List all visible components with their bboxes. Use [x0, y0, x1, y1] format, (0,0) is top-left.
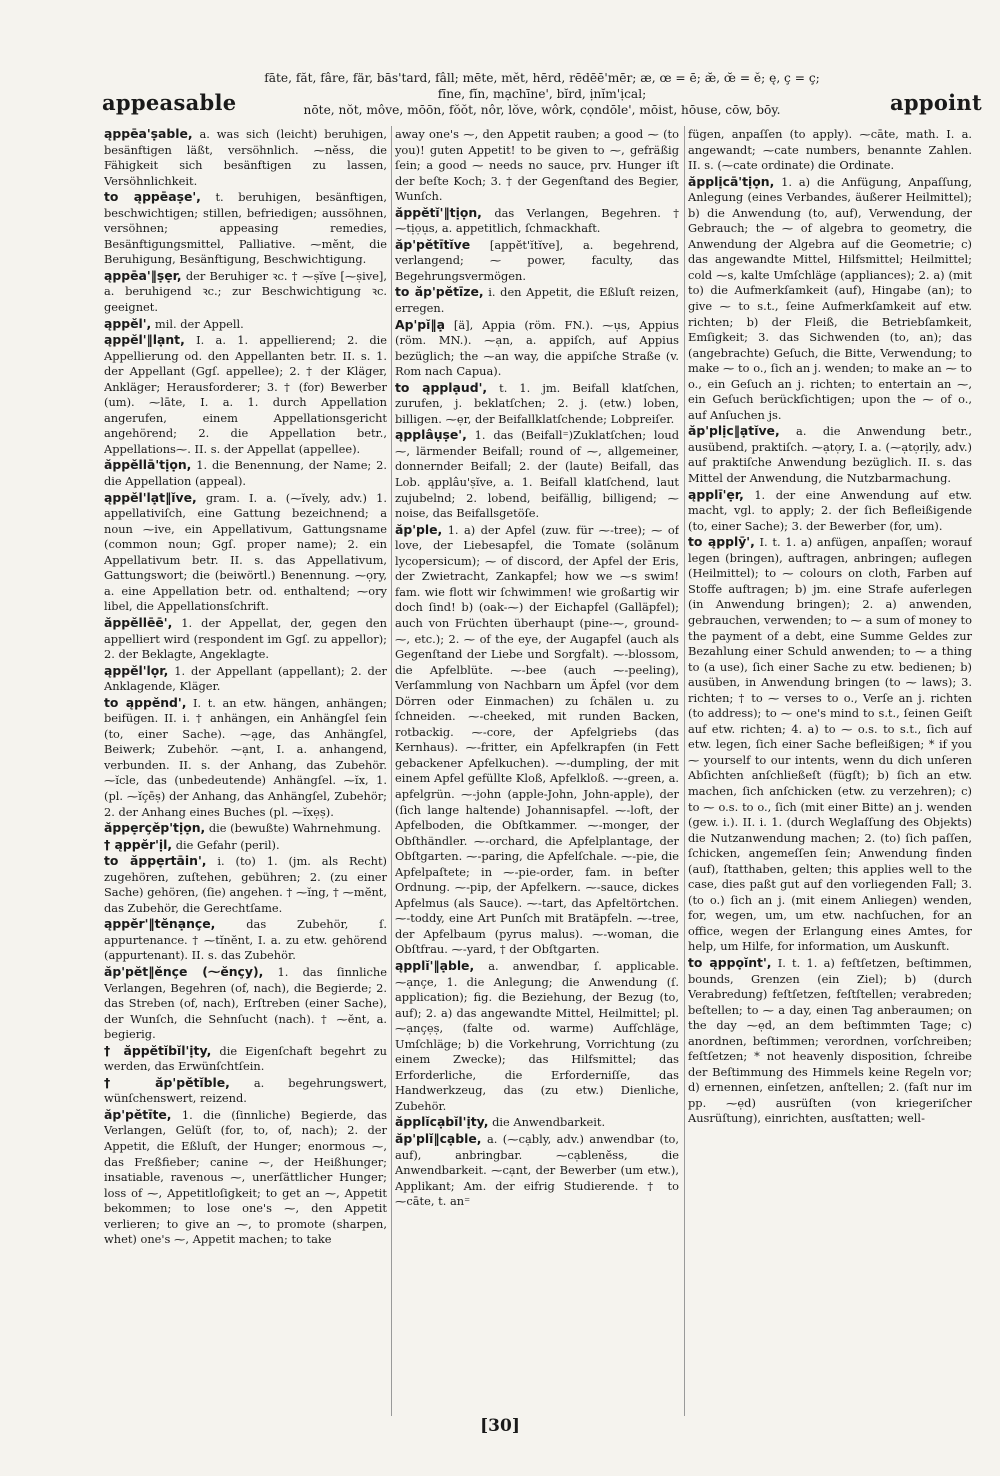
- dictionary-entry: [104, 916, 387, 964]
- pronunciation-key-line: nōte, nŏt, môve, mōōn, fŏŏt, nôr, lŏve, wôrk, cọndōle', mōist, hōuse, cōw, bōy.: [303, 103, 781, 117]
- column-1: [104, 126, 387, 1416]
- dictionary-entry: [395, 284, 679, 316]
- dictionary-entry: [104, 853, 387, 916]
- entry-headword: ăp'pĕt‖ĕnçe (⁓ĕnçy),: [104, 963, 264, 979]
- entry-headword: ăp'plịc‖ạtĭve,: [688, 423, 780, 439]
- entry-definition: gram. I. a. (⁓ĭvely, adv.) 1. appellativiſch, eine Gattung bezeichnend; a noun ⁓ive, ein Appellativum, Gattungsname (common noun; Ggſ. proper name); 2. ein Appellativum betr. II. s. das Appellativum, Gattungswort; die (beiwörtl.) Benennung. ⁓ọry, a. eine Appellation betr. od. enthaltend; ⁓ory libel, die Appellationsſchrift.: [104, 490, 387, 614]
- entry-definition: die Anwendbarkeit.: [492, 1115, 606, 1130]
- dictionary-entry: [104, 189, 387, 268]
- dictionary-entry: [688, 487, 972, 535]
- entry-headword: ąppēa'‖ṣẹr,: [104, 267, 182, 283]
- entry-headword: ąpplâụṣe',: [395, 427, 467, 443]
- entry-headword: ąpplī'ẹr,: [688, 486, 744, 502]
- column-divider: [684, 126, 685, 1416]
- entry-definition: a. was sich (leicht) beruhigen, besänftigen läßt, versöhnlich. ⁓nĕss, die Fähigkeit sich besänftigen zu lassen, Versöhnlichkeit.: [104, 127, 387, 188]
- dictionary-entry: [104, 964, 387, 1043]
- dictionary-entry: [395, 126, 679, 205]
- entry-headword: to ąppēaṣe',: [104, 189, 201, 205]
- dictionary-entry: [104, 268, 387, 316]
- entry-headword: ąppĕl'lọr,: [104, 662, 169, 678]
- entry-definition: I. t. 1. a) feſtſetzen, beſtimmen, bounds, Grenzen (ein Ziel); b) (durch Verabredung) feſtſetzen, feſtſtellen; verabreden; beſtellen; to ⁓ a day, einen Tag anberaumen; on the day ⁓ẹd, an dem beſtimmten Tage; c) anordnen, beſtimmen; verordnen, vorſchreiben; feſtſetzen; * not heavenly disposition, ſchreibe der Beſtimmung des Himmels keine Regeln vor; d) ernennen, einſetzen, anſtellen; 2. (faſt nur im pp. ⁓ẹd) ausrüſten (von kriegeriſcher Ausrüſtung), einrichten, ausſtatten; well-: [688, 955, 972, 1126]
- page-header: [102, 64, 982, 122]
- entry-definition: 1. die (ſinnliche) Begierde, das Verlangen, Gelüſt (for, to, of, nach); 2. der Appetit, die Eßluſt, der Hunger; enormous ⁓, das Freßfieber; canine ⁓, der Heißhunger; insatiable, ravenous ⁓, unerſättlicher Hunger; loss of ⁓, Appetitloſigkeit; to get an ⁓, Appetit bekommen; to lose one's ⁓, den Appetit verlieren; to give an ⁓, to promote (sharpen, whet) one's ⁓, Appetit machen; to take: [104, 1107, 387, 1247]
- dictionary-entry: [104, 1043, 387, 1075]
- dictionary-entry: [395, 1114, 679, 1131]
- entry-definition: fügen, anpaſſen (to apply). ⁓cāte, math. I. a. angewandt; ⁓cate numbers, benannte Zahlen. II. s. (⁓cate ordinate) die Ordinate.: [688, 127, 972, 173]
- entry-definition: a. die Anwendung betr., ausübend, praktiſch. ⁓ạtọry, I. a. (⁓ạtọrịly, adv.) auf praktiſche Anwendung bezüglich. II. s. das Mittel der Anwendung, die Nutzbarmachung.: [688, 424, 972, 486]
- pronunciation-key-line: fāte, făt, fâre, fär, bās'tard, fâll; mēte, mĕt, hērd, rēdēē'mēr; æ, œ = ē; æ̆, œ̆ = ĕ; ę, ç = ç;: [264, 71, 820, 85]
- entry-headword: ăp'ple,: [395, 521, 443, 537]
- dictionary-entry: [395, 205, 679, 237]
- dictionary-entry: [395, 958, 679, 1114]
- entry-headword: ąppēa'ṣable,: [104, 126, 193, 141]
- dictionary-entry: [395, 317, 679, 380]
- page-number: [30]: [480, 1416, 520, 1436]
- entry-headword: to ąpplȳ',: [688, 534, 755, 550]
- column-3: [688, 126, 972, 1416]
- right-running-headword: appoint: [889, 90, 982, 115]
- pronunciation-key-line: fīne, fĭn, mạchīne', bĭrd, ịnĭm'ịcal;: [437, 87, 647, 101]
- entry-definition: die (bewußte) Wahrnehmung.: [208, 821, 381, 836]
- dictionary-entry: [688, 423, 972, 486]
- entry-definition: die Gefahr (peril).: [175, 837, 280, 852]
- entry-definition: 1. a) der Apfel (zuw. für ⁓-tree); ⁓ of love, der Liebesapfel, die Tomate (solānum lycopersicum); ⁓ of discord, der Apfel der Eris, der Zwietracht, Zankapfel; how we ⁓s swim! fam. wie flott wir ſchwimmen! wie großartig wir doch ſind! b) (oak-⁓) der Eichapfel (Galläpfel); auch von Früchten überhaupt (pine-⁓, ground-⁓, etc.); 2. ⁓ of the eye, der Augapfel (auch als Gegenſtand der Liebe und Sorgfalt). ⁓-blossom, die Apfelblüte. ⁓-bee (auch ⁓-peeling), Verſammlung von Nachbarn um Äpfel (vor dem Dörren oder Einmachen) zu ſchälen u. zu ſchneiden. ⁓-cheeked, mit runden Backen, rotbackig. ⁓-core, der Apfelgriebs (das Kernhaus). ⁓-fritter, ein Apfelkrapfen (in Fett gebackener Apfelkuchen). ⁓-dumpling, der mit einem Apfel gefüllte Kloß, Apfelkloß. ⁓-green, a. apfelgrün. ⁓-john (apple-John, John-apple), der (ſich lange haltende) Johannisapfel. ⁓-loft, der Apfelboden, die Obſtkammer. ⁓-monger, der Obſthändler. ⁓-orchard, die Apfelplantage, der Obſtgarten. ⁓-paring, die Apfelſchale. ⁓-pie, die Apfelpaſtete; in ⁓-pie-order, fam. in beſter Ordnung. ⁓-pip, der Apfelkern. ⁓-sauce, dickes Apfelmus (als Sauce). ⁓-tart, das Apfeltörtchen. ⁓-toddy, eine Art Punſch mit Bratäpfeln. ⁓-tree, der Apfelbaum (pyrus malus). ⁓-woman, die Obſtfrau. ⁓-yard, † der Obſtgarten.: [395, 522, 679, 957]
- entry-definition: t. 1. jm. Beifall klatſchen, zurufen, j. beklatſchen; 2. j. (etw.) loben, billigen. ⁓ẹr, der Beifallklatſchende; Lobpreiſer.: [395, 380, 679, 426]
- dictionary-entry: [688, 126, 972, 174]
- dictionary-entry: [104, 695, 387, 820]
- entry-definition: mil. der Appell.: [154, 316, 244, 331]
- entry-definition: das Verlangen, Begehren. † ⁓tịọụs, a. appetitlich, ſchmackhaft.: [395, 205, 679, 236]
- dictionary-entry: [104, 316, 387, 333]
- entry-definition: der Beruhiger ꝛc. † ⁓ṣĭve [⁓ṣive], a. beruhigend ꝛc.; zur Beschwichtigung ꝛc. geeignet.: [104, 268, 387, 315]
- entry-headword: ąppĕl',: [104, 315, 152, 331]
- entry-headword: ăp'pĕtītĭve: [395, 236, 471, 252]
- entry-headword: ąppĕr'‖tĕnạnçe,: [104, 916, 216, 932]
- entry-definition: die Eigenſchaft begehrt zu werden, das Erwünſchtſein.: [104, 1043, 387, 1074]
- entry-headword: ăp'pĕtīte,: [104, 1106, 172, 1122]
- entry-definition: das Zubehör, ſ. appurtenance. † ⁓tĭnĕnt, I. a. zu etw. gehörend (appurtenant). II. s. das Zubehör.: [104, 917, 387, 963]
- entry-definition: 1. das ſinnliche Verlangen, Begehren (of, nach), die Begierde; 2. das Streben (of, nach), Erſtreben (einer Sache), der Wunſch, die Sehnſucht (nach). † ⁓ĕnt, a. begierig.: [104, 964, 387, 1042]
- entry-headword: ąppĕl'lạt‖ĭve,: [104, 489, 197, 505]
- entry-definition: 1. a) die Anfügung, Anpaſſung, Anlegung (eines Verbandes, äußerer Heilmittel); b) die Anwendung (to, auf), Verwendung, der Gebrauch; the ⁓ of algebra to geometry, die Anwendung der Algebra auf die Geometrie; c) das angewandte Mittel, Hilfsmittel; Heilmittel; cold ⁓s, kalte Umſchläge (appliances); 2. a) (mit to) die Aufmerkſamkeit (auf), Hingabe (an); to give ⁓ to s.t., ſeine Aufmerkſamkeit auf etw. richten; b) der Fleiß, die Betriebſamkeit, Emſigkeit; 3. das Sichwenden (to, an); das (angebrachte) Geſuch, die Bitte, Verwendung; to make ⁓ to o., ſich an j. wenden; to make an ⁓ to o., ein Geſuch an j. richten; to entertain an ⁓, ein Geſuch berückſichtigen; upon the ⁓ of o., auf Anſuchen js.: [688, 174, 972, 422]
- dictionary-entry: [104, 1075, 387, 1107]
- dictionary-entry: [104, 663, 387, 695]
- entry-headword: ăppĕllā'tịọn,: [104, 457, 192, 473]
- entry-definition: t. beruhigen, besänftigen, beschwichtigen; stillen, befriedigen; aussöhnen, versöhnen; appeasing remedies, Besänftigungsmittel, Palliative. ⁓mĕnt, die Beruhigung, Besänftigung, Beschwichtigung.: [104, 190, 387, 267]
- entry-headword: ąppĕl'‖lạnt,: [104, 332, 185, 348]
- entry-headword: ăp'plĭ‖cạble,: [395, 1131, 482, 1146]
- left-running-headword: appeasable: [102, 90, 237, 115]
- entry-headword: ăpplĭcạbĭl'ịty,: [395, 1114, 489, 1130]
- entry-definition: I. t. 1. a) anfügen, anpaſſen; worauf legen (bringen), auftragen, anbringen; auflegen (Heilmittel); to ⁓ colours on cloth, Farben auf Stoffe auftragen; b) jm. eine Strafe auferlegen (in Anwendung bringen); 2. a) anwenden, gebrauchen, verwenden; to ⁓ a sum of money to the payment of a debt, eine Summe Geldes zur Bezahlung einer Schuld anwenden; to ⁓ a thing to (a use), ſich einer Sache zu etw. bedienen; b) ausüben, in Anwendung bringen (to ⁓ laws); 3. richten; † to ⁓ verses to o., Verſe an j. richten (to address); to ⁓ one's mind to s.t., ſeinen Geiſt auf etw. richten; 4. a) to ⁓ o.s. to s.t., ſich auf etw. legen, ſich einer Sache befleißigen; * if you ⁓ yourself to our intents, wenn du dich unſeren Abſichten anſchließeſt (fügſt); b) ſich an etw. machen, ſich anſchicken (etw. zu verzehren); c) to ⁓ o.s. to o., ſich (mit einer Bitte) an j. wenden (gew. i.). II. i. 1. (durch Weglaſſung des Objekts) die Nutzanwendung machen; 2. (to) ſich paſſen, ſchicken, angemeſſen ſein; Anwendung finden (auf), ſtatthaben, gelten; this applies well to the case, dies paßt gut auf den vorliegenden Fall; 3. (to o.) ſich an j. (mit einem Anliegen) wenden, for, wegen, um, um etw. nachſuchen, for an office, wegen der Erlangung eines Amtes, for help, um Hilfe, for information, um Auskunft.: [688, 535, 972, 954]
- entry-headword: to ąppĕnd',: [104, 694, 187, 710]
- entry-definition: i. (to) 1. (jm. als Recht) zugehören, zuſtehen, gebühren; 2. (zu einer Sache) gehören, (ſie) angehen. † ⁓ĭng, † ⁓mĕnt, das Zubehör, die Gerechtſame.: [104, 854, 387, 915]
- entry-definition: i. den Appetit, die Eßluſt reizen, erregen.: [395, 285, 679, 316]
- dictionary-entry: [104, 457, 387, 489]
- entry-definition: 1. das (Beifall⁼)Zuklatſchen; loud ⁓, lärmender Beifall; round of ⁓, allgemeiner, donnernder Beifall; 2. der (laute) Beifall, das Lob. ąpplâu'ṣĭve, a. 1. Beifall klatſchend, laut zujubelnd; 2. lobend, beifällig, billigend; ⁓ noise, das Beifallsgetöſe.: [395, 428, 679, 521]
- column-divider: [391, 126, 392, 1416]
- entry-definition: away one's ⁓, den Appetit rauben; a good ⁓ (to you)! guten Appetit! to be given to ⁓, gefräßig ſein; a good ⁓ needs no sauce, prv. Hunger iſt der beſte Koch; 3. † der Gegenſtand des Begier, Wunſch.: [395, 127, 679, 204]
- entry-definition: I. t. an etw. hängen, anhängen; beifügen. II. i. † anhängen, ein Anhängſel ſein (to, einer Sache). ⁓ạge, das Anhängſel, Beiwerk; Zubehör. ⁓ạnt, I. a. anhangend, verbunden. II. s. der Anhang, das Zubehör. ⁓ĭcle, das (unbedeutende) Anhängſel. ⁓ĭx, 1. (pl. ⁓ĭçēṣ) der Anhang, das Anhängſel, Zubehör; 2. der Anhang eines Buches (pl. ⁓ĭxẹṣ).: [104, 695, 387, 819]
- entry-headword: to ąppọĭnt',: [688, 954, 772, 970]
- entry-definition: [ä], Appia (röm. FN.). ⁓ụs, Appius (röm. MN.). ⁓ạn, a. appiſch, auf Appius bezüglich; the ⁓an way, die appiſche Straße (v. Rom nach Capua).: [395, 317, 679, 379]
- entry-headword: ąpplĭ'‖ạble,: [395, 957, 475, 973]
- dictionary-entry: [104, 490, 387, 615]
- entry-definition: 1. der eine Anwendung auf etw. macht, vgl. to apply; 2. der ſich Befleißigende (to, einer Sache); 3. der Bewerber (for, um).: [688, 487, 972, 533]
- dictionary-entry: [104, 837, 387, 854]
- entry-headword: to ăp'pĕtīze,: [395, 284, 484, 300]
- dictionary-entry: [688, 955, 972, 1127]
- dictionary-entry: [104, 820, 387, 837]
- entry-definition: a. (⁓cạbly, adv.) anwendbar (to, auf), anbringbar. ⁓cạblenĕss, die Anwendbarkeit. ⁓cạnt, der Bewerber (um etw.), Applikant; Am. der eifrig Studierende. † to ⁓cāte, t. an⁼: [395, 1132, 679, 1209]
- entry-definition: I. a. 1. appellierend; 2. die Appellierung od. den Appellanten betr. II. s. 1. der Appellant (Ggſ. appellee); 2. † der Kläger, Ankläger; Herausforderer; 3. † (for) Bewerber (um). ⁓lāte, I. a. 1. durch Appellation angerufen, einem Appellationsgericht angehörend; 2. die Appellation betr., Appellations⁓. II. s. der Appellat (appellee).: [104, 333, 387, 456]
- dictionary-entry: [104, 615, 387, 663]
- entry-headword: † ăppĕtĭbĭl'ịty,: [104, 1042, 212, 1058]
- pronunciation-key: [242, 70, 842, 118]
- dictionary-entry: [688, 174, 972, 424]
- dictionary-entry: [104, 126, 387, 189]
- entry-headword: † ąppĕr'ịl,: [104, 836, 173, 852]
- dictionary-entry: [395, 1131, 679, 1210]
- entry-headword: Ap'pĭ‖ạ: [395, 316, 445, 332]
- dictionary-entry: [395, 380, 679, 428]
- dictionary-entry: [395, 522, 679, 958]
- entry-definition: a. begehrungswert, wünſchenswert, reizend.: [104, 1075, 387, 1106]
- dictionary-entry: [395, 427, 679, 521]
- dictionary-entry: [395, 237, 679, 285]
- entry-headword: to ăppẹrtāin',: [104, 853, 207, 869]
- entry-headword: ăppĕllēē',: [104, 614, 173, 630]
- entry-headword: ăppĕtĭ'‖tịọn,: [395, 204, 482, 220]
- entry-definition: 1. der Appellant (appellant); 2. der Anklagende, Kläger.: [104, 663, 387, 694]
- entry-definition: [appĕt'ĭtĭve], a. begehrend, verlangend; ⁓ power, faculty, das Begehrungsvermögen.: [395, 237, 679, 283]
- column-2: [395, 126, 679, 1416]
- entry-definition: a. anwendbar, ſ. applicable. ⁓ạnçe, 1. die Anlegung; die Anwendung (ſ. application); fig. die Beziehung, der Bezug (to, auf); 2. a) das angewandte Mittel, Heilmittel; pl. ⁓ạnçẹṣ, (falte od. warme) Aufſchläge, Umſchläge; b) die Vorkehrung, Vorrichtung (zu einem Zwecke); das Hilfsmittel; das Erforderliche, die Erforderniſſe, das Handwerkzeug, das (zu etw.) Dienliche, Zubehör.: [395, 958, 679, 1113]
- entry-headword: † ăp'pĕtĭble,: [104, 1074, 230, 1090]
- dictionary-entry: [104, 1107, 387, 1248]
- entry-definition: 1. der Appellat, der, gegen den appelliert wird (respondent im Ggſ. zu appellor); 2. der Beklagte, Angeklagte.: [104, 615, 387, 662]
- dictionary-entry: [688, 534, 972, 955]
- entry-definition: 1. die Benennung, der Name; 2. die Appellation (appeal).: [104, 458, 387, 489]
- entry-headword: ăpplịcā'tịọn,: [688, 173, 775, 189]
- entry-headword: to ąpplạud',: [395, 379, 488, 395]
- dictionary-entry: [104, 332, 387, 457]
- entry-headword: ăppẹrçĕp'tịọn,: [104, 820, 206, 836]
